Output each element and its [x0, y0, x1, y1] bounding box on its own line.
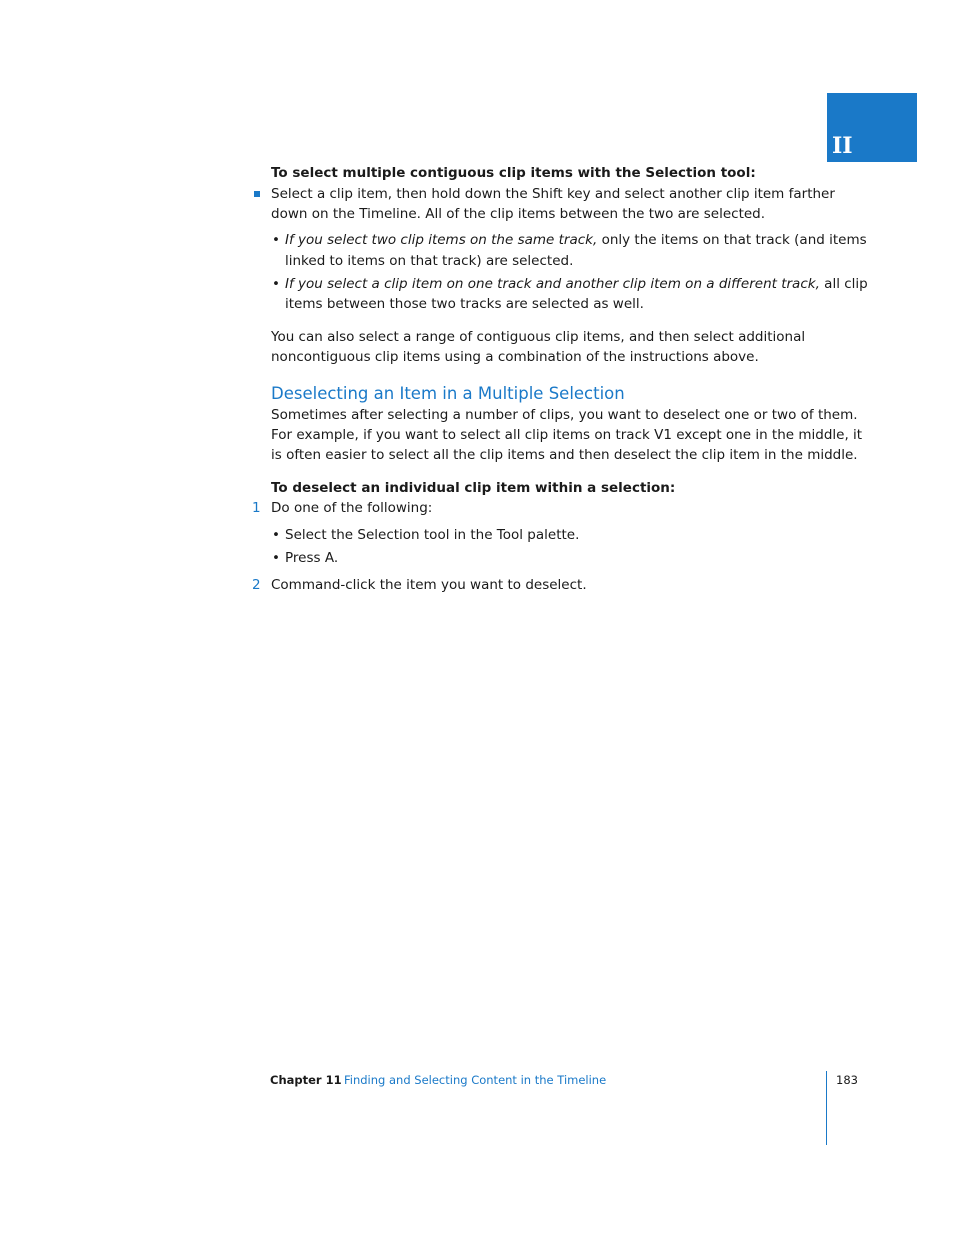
bullet-text-line1: Select a clip item, then hold down the Shift key and select another clip item farther	[271, 186, 835, 202]
sub-bullet-2-line1	[285, 274, 868, 294]
sub-bullet-1-line1	[285, 230, 867, 250]
task-heading-select: To select multiple contiguous clip items with the Selection tool:	[271, 165, 756, 181]
step-1-option-2: Press A.	[285, 550, 339, 566]
footer-chapter-label: Chapter 11	[270, 1073, 342, 1087]
paragraph-line1: You can also select a range of contiguous clip items, and then select additional	[271, 329, 806, 345]
sub-bullet-dot-icon: •	[272, 232, 280, 248]
section-para-line2: For example, if you want to select all clip items on track V1 except one in the middle, it	[271, 427, 863, 443]
footer-divider	[826, 1071, 827, 1145]
step-2-number: 2	[252, 577, 261, 593]
page-number: 183	[836, 1073, 858, 1087]
sub-bullet-2-line2: items between those two tracks are selected as well.	[285, 296, 644, 312]
step-2-text: Command-click the item you want to deselect.	[271, 577, 587, 593]
sub-bullet-1-italic: If you select two clip items on the same track,	[285, 232, 598, 248]
sub-bullet-1-rest: only the items on that track (and items	[597, 232, 867, 248]
task-heading-deselect: To deselect an individual clip item within a selection:	[271, 480, 676, 496]
step-1-option-1: Select the Selection tool in the Tool palette.	[285, 527, 580, 543]
sub-bullet-dot-icon: •	[272, 276, 280, 292]
paragraph-line2: noncontiguous clip items using a combination of the instructions above.	[271, 349, 759, 365]
sub-bullet-1-line2: linked to items on that track) are selected.	[285, 253, 574, 269]
part-tab-label: II	[832, 133, 853, 159]
step-1-text: Do one of the following:	[271, 500, 433, 516]
sub-bullet-dot-icon: •	[272, 550, 280, 566]
sub-bullet-2-rest: all clip	[819, 276, 868, 292]
section-heading: Deselecting an Item in a Multiple Selection	[271, 384, 625, 403]
square-bullet-icon	[254, 191, 260, 197]
step-1-number: 1	[252, 500, 261, 516]
part-tab	[827, 93, 917, 162]
sub-bullet-dot-icon: •	[272, 527, 280, 543]
section-para-line1: Sometimes after selecting a number of clips, you want to deselect one or two of them.	[271, 407, 858, 423]
sub-bullet-2-italic: If you select a clip item on one track and another clip item on a different track,	[285, 276, 820, 292]
footer-chapter-title: Finding and Selecting Content in the Timeline	[344, 1073, 607, 1087]
section-para-line3: is often easier to select all the clip items and then deselect the clip item in the middle.	[271, 447, 858, 463]
bullet-text-line2: down on the Timeline. All of the clip items between the two are selected.	[271, 206, 766, 222]
